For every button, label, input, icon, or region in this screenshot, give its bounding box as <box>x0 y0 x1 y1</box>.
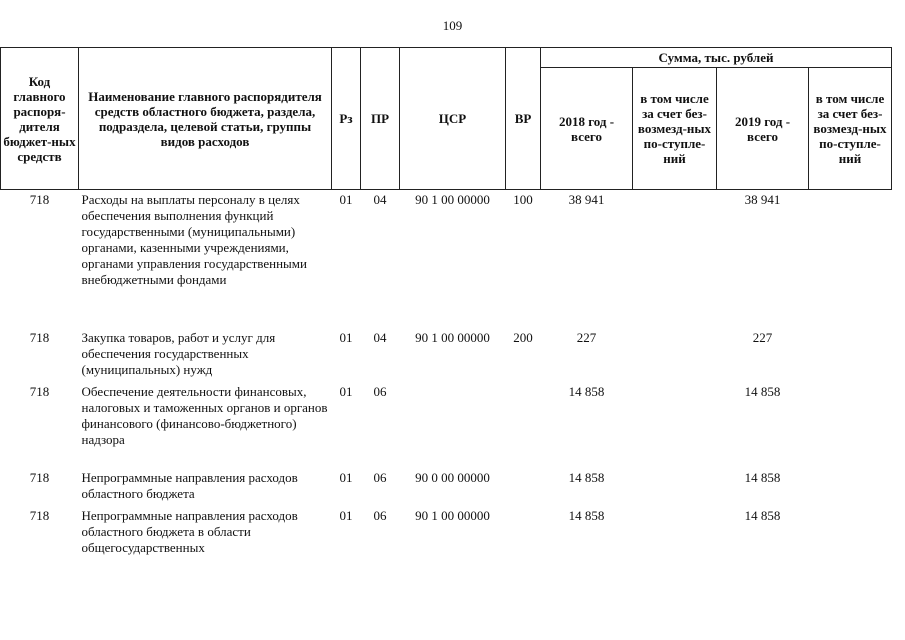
page-number: 109 <box>442 18 463 33</box>
cell-2019-total: 14 858 <box>744 470 781 485</box>
cell-2018-free <box>633 328 717 382</box>
table-row <box>1 506 892 568</box>
cell-2019-total: 38 941 <box>744 192 781 207</box>
cell-2018-total: 38 941 <box>568 192 605 207</box>
cell-pr: 06 <box>373 470 387 485</box>
header-2019-free: в том числе за счет без-возмезд-ных по-ступле-ний <box>809 68 892 190</box>
cell-rz: 01 <box>339 330 353 345</box>
header-vr: ВР <box>506 48 541 190</box>
cell-name: Закупка товаров, работ и услуг для обеспечения государственных (муниципальных) нужд <box>81 330 276 377</box>
header-csr: ЦСР <box>400 48 506 190</box>
cell-2018-total: 14 858 <box>568 384 605 399</box>
cell-pr: 06 <box>373 508 387 523</box>
cell-csr: 90 1 00 00000 <box>415 508 490 523</box>
header-sum: Сумма, тыс. рублей <box>541 48 892 68</box>
cell-pr: 04 <box>373 330 387 345</box>
cell-2018-total: 227 <box>576 330 597 345</box>
cell-code: 718 <box>29 192 50 207</box>
cell-csr: 90 0 00 00000 <box>415 470 490 485</box>
header-2018-total: 2018 год - всего <box>541 68 633 190</box>
cell-vr <box>506 506 541 568</box>
cell-2019-free <box>809 328 892 382</box>
cell-rz: 01 <box>339 470 353 485</box>
cell-name: Непрограммные направления расходов областного бюджета <box>81 470 298 501</box>
cell-rz: 01 <box>339 508 353 523</box>
cell-2018-total: 14 858 <box>568 508 605 523</box>
table-row <box>1 328 892 382</box>
cell-2018-free <box>633 382 717 468</box>
table-header <box>1 48 892 190</box>
cell-code: 718 <box>29 330 50 345</box>
cell-vr: 200 <box>513 330 533 345</box>
cell-vr <box>506 382 541 468</box>
cell-csr: 90 1 00 00000 <box>415 330 490 345</box>
cell-code: 718 <box>29 470 50 485</box>
cell-csr: 90 1 00 00000 <box>415 192 490 207</box>
cell-name: Обеспечение деятельности финансовых, налоговых и таможенных органов и органов финансового (финансово-бюджетного) надзора <box>81 384 328 447</box>
header-pr: ПР <box>361 48 400 190</box>
header-2018-free: в том числе за счет без-возмезд-ных по-ступле-ний <box>633 68 717 190</box>
cell-2018-free <box>633 506 717 568</box>
cell-vr <box>506 468 541 506</box>
table-row <box>1 190 892 329</box>
cell-2019-total: 227 <box>752 330 773 345</box>
header-rz: Рз <box>332 48 361 190</box>
cell-name: Расходы на выплаты персоналу в целях обеспечения выполнения функций государственными (муниципальными) органами, казенными учреждениями, органами управления государственными внебюджетными фондами <box>81 192 307 287</box>
cell-csr <box>400 382 506 468</box>
table-row <box>1 382 892 468</box>
cell-2019-total: 14 858 <box>744 384 781 399</box>
header-code: Код главного распоря-дителя бюджет-ных средств <box>1 48 79 190</box>
cell-pr: 06 <box>373 384 387 399</box>
header-2019-total: 2019 год - всего <box>717 68 809 190</box>
cell-2019-free <box>809 382 892 468</box>
budget-table <box>0 47 892 568</box>
cell-rz: 01 <box>339 384 353 399</box>
cell-2019-total: 14 858 <box>744 508 781 523</box>
cell-pr: 04 <box>373 192 387 207</box>
table-body <box>1 190 892 569</box>
cell-2019-free <box>809 506 892 568</box>
cell-2019-free <box>809 190 892 329</box>
header-name: Наименование главного распорядителя средств областного бюджета, раздела, подраздела, целевой статьи, группы видов расходов <box>79 48 332 190</box>
table-row <box>1 468 892 506</box>
cell-code: 718 <box>29 508 50 523</box>
cell-2018-free <box>633 190 717 329</box>
cell-2018-total: 14 858 <box>568 470 605 485</box>
cell-2018-free <box>633 468 717 506</box>
cell-vr: 100 <box>513 192 533 207</box>
cell-rz: 01 <box>339 192 353 207</box>
cell-name: Непрограммные направления расходов областного бюджета в области общегосударственных <box>81 508 298 555</box>
cell-2019-free <box>809 468 892 506</box>
cell-code: 718 <box>29 384 50 399</box>
